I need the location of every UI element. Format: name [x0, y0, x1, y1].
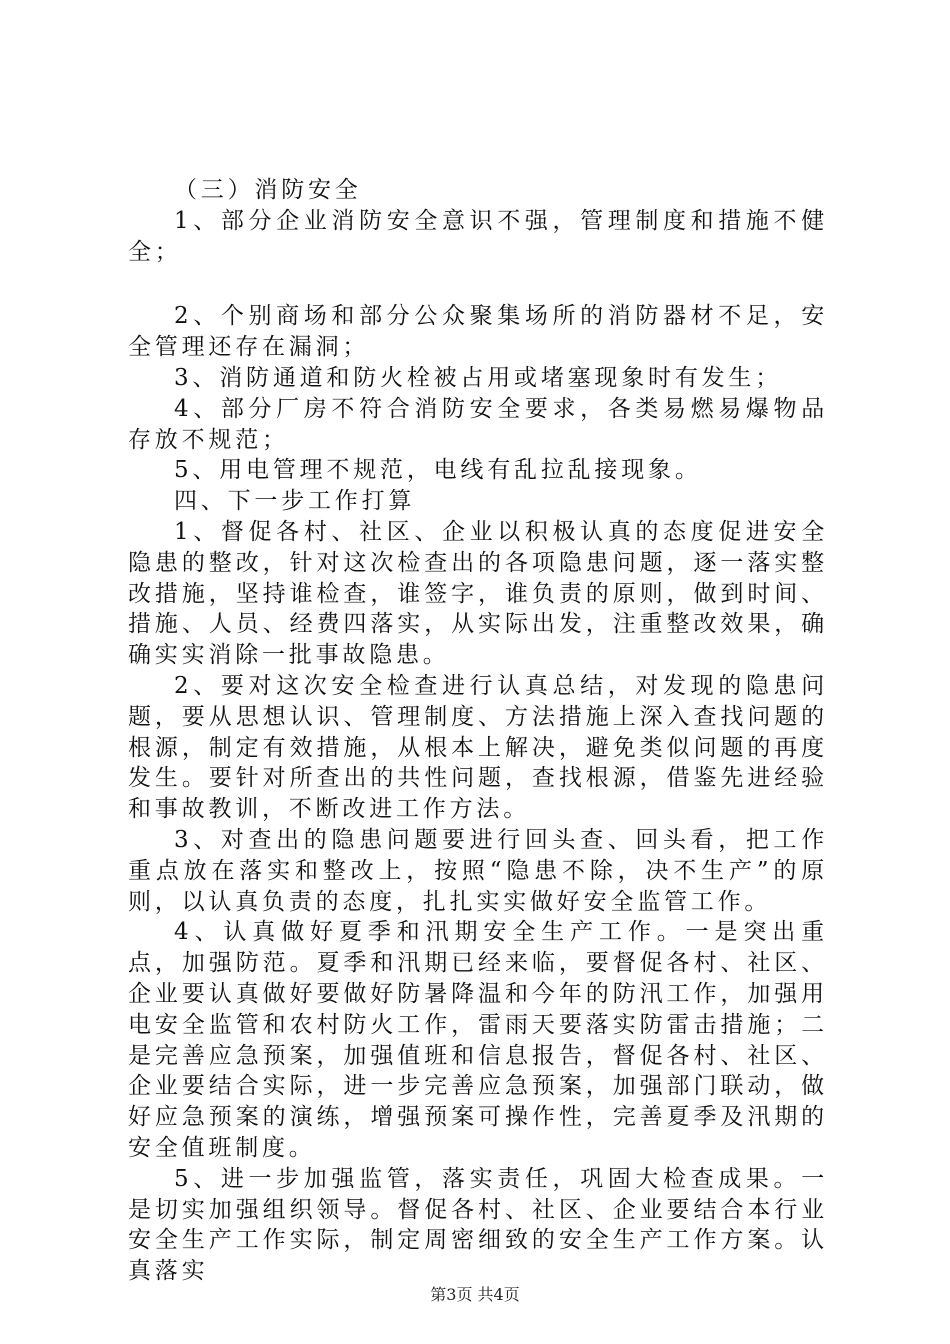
- paragraph: 5、用电管理不规范，电线有乱拉乱接现象。: [174, 457, 702, 484]
- paragraph: 4、认真做好夏季和汛期安全生产工作。一是突出重点，加强防范。夏季和汛期已经来临，要督促各村、社区、企业要认真做好要做好防暑降温和今年的防汛工作，加强用电安全监管和农村防火工作，雷雨天要落实防雷击措施；二是完善应急预案，加强值班和信息报告，督促各村、社区、企业要结合实际，进一步完善应急预案，加强部门联动，做好应急预案的演练，增强预案可操作性，完善夏季及汛期的安全值班制度。: [128, 919, 828, 1161]
- section-heading-fire-safety: （三）消防安全: [174, 177, 362, 203]
- paragraph: 3、消防通道和防火栓被占用或堵塞现象时有发生；: [174, 364, 783, 391]
- paragraph: 2、个别商场和部分公众聚集场所的消防器材不足，安全管理还存在漏洞；: [128, 303, 828, 361]
- page-footer: 第3页 共4页: [430, 1285, 520, 1304]
- document-body: [128, 175, 828, 1287]
- paragraph: 2、要对这次安全检查进行认真总结，对发现的隐患问题，要从思想认识、管理制度、方法措施上深入查找问题的根源，制定有效措施，从根本上解决，避免类似问题的再度发生。要针对所查出的共性问题，查找根源，借鉴先进经验和事故教训，不断改进工作方法。: [128, 672, 828, 823]
- paragraph: 3、对查出的隐患问题要进行回头查、回头看，把工作重点放在落实和整改上，按照“隐患不除，决不生产”的原则，以认真负责的态度，扎扎实实做好安全监管工作。: [128, 826, 828, 915]
- paragraph: 4、部分厂房不符合消防安全要求，各类易燃易爆物品存放不规范；: [128, 395, 828, 453]
- paragraph: 1、部分企业消防安全意识不强，管理制度和措施不健全；: [128, 207, 828, 265]
- paragraph: 5、进一步加强监管，落实责任，巩固大检查成果。一是切实加强组织领导。督促各村、社区、企业要结合本行业安全生产工作实际，制定周密细致的安全生产工作方案。认真落实: [128, 1165, 828, 1285]
- paragraph: 1、督促各村、社区、企业以积极认真的态度促进安全隐患的整改，针对这次检查出的各项隐患问题，逐一落实整改措施，坚持谁检查，谁签字，谁负责的原则，做到时间、措施、人员、经费四落实，从实际出发，注重整改效果，确确实实消除一批事故隐患。: [128, 518, 828, 669]
- paragraph-gap: [128, 267, 828, 301]
- section-heading-next-steps: 四、下一步工作打算: [174, 488, 416, 515]
